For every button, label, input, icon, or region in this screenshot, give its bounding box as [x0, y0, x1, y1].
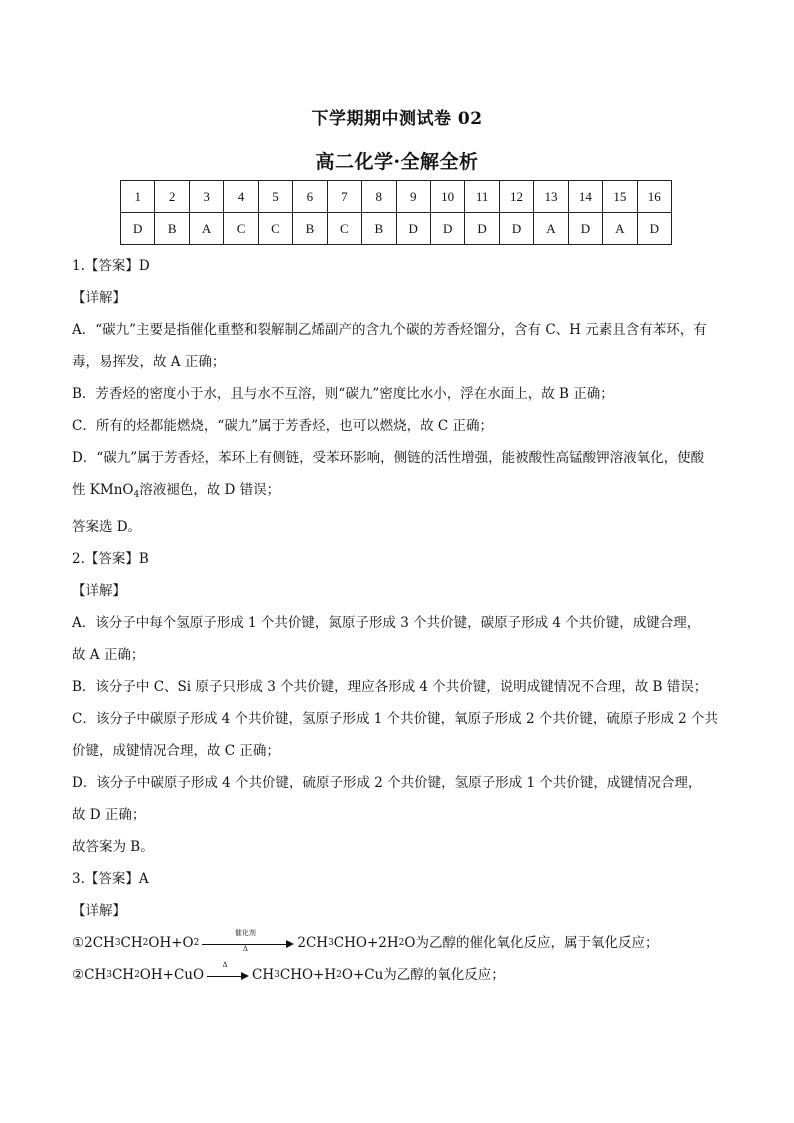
q3-answer-line: 3.【答案】A [72, 871, 149, 887]
eq2-p3: 2 [336, 970, 342, 980]
answer-cell: D [121, 213, 155, 245]
arrow-head-icon [241, 972, 249, 980]
q2-option-d-line1: D．该分子中碳原子形成 4 个共价键，硫原子形成 2 个共价键，氢原子形成 1 个共价键，成键情况合理， [72, 775, 702, 791]
eq1-p3: 2 [398, 938, 405, 948]
question-number-cell: 15 [603, 181, 637, 213]
q2-option-c-line2: 价键，成键情况合理，故 C 正确； [72, 743, 280, 759]
explanation-body [72, 250, 734, 991]
question-number-cell: 9 [396, 181, 430, 213]
q1-option-d-line2 [72, 474, 734, 511]
q2-answer-line: 2.【答案】B [72, 551, 149, 567]
q1-option-b: B．芳香烃的密度小于水，且与水不互溶，则“碳九”密度比水小，浮在水面上，故 B 正确； [72, 386, 614, 402]
eq2-p0: CH [252, 967, 275, 983]
eq1-r3: 2 [142, 938, 149, 948]
q1-answer-line: 1.【答案】D [72, 258, 150, 274]
reaction-arrow-1 [202, 931, 294, 955]
eq1-p2: CHO+2H [333, 935, 399, 951]
eq2-r2: CH [111, 967, 135, 983]
answer-cell: B [155, 213, 189, 245]
question-number-cell: 5 [258, 181, 292, 213]
question-number-cell: 16 [637, 181, 671, 213]
answer-cell: B [362, 213, 396, 245]
q1-d2-pre: 性 KMnO [72, 482, 134, 498]
eq1-r4: OH+O [148, 935, 194, 951]
q1-option-a-line1: A．“碳九”主要是指催化重整和裂解制乙烯副产的含九个碳的芳香烃馏分，含有 C、H 元素且含有苯环，有 [72, 322, 707, 338]
answer-cell: C [258, 213, 292, 245]
eq1-r5: 2 [193, 938, 200, 948]
eq2-heat-label: Δ [222, 961, 228, 969]
answer-cell: A [534, 213, 568, 245]
page-subtitle: 高二化学·全解全析 [315, 151, 479, 173]
q2-option-c-line1: C．该分子中碳原子形成 4 个共价键，氢原子形成 1 个共价键，氧原子形成 2 个共价键，硫原子形成 2 个共 [72, 711, 719, 727]
q1-option-c: C．所有的烃都能燃烧，“碳九”属于芳香烃，也可以燃烧，故 C 正确； [72, 418, 494, 434]
answer-cell: D [499, 213, 533, 245]
eq2-r0: CH [84, 967, 107, 983]
eq1-marker: ① [72, 935, 85, 951]
question-number-cell: 6 [293, 181, 327, 213]
question-number-cell: 1 [121, 181, 155, 213]
q3-equation-1 [72, 927, 734, 959]
q1-conclusion: 答案选 D。 [72, 519, 142, 535]
q2-option-d-line2: 故 D 正确； [72, 807, 146, 823]
question-number-cell: 13 [534, 181, 568, 213]
q1-option-a-line2: 毒，易挥发，故 A 正确； [72, 354, 226, 370]
question-number-cell: 11 [465, 181, 499, 213]
q2-option-a-line1: A．该分子中每个氢原子形成 1 个共价键，氮原子形成 3 个共价键，碳原子形成 4 个共价键，成键合理， [72, 615, 701, 631]
answer-table-answers-row [121, 213, 672, 245]
q3-equation-2 [72, 959, 734, 991]
answer-cell: A [189, 213, 223, 245]
question-number-cell: 8 [362, 181, 396, 213]
eq2-p4: O+Cu [341, 967, 384, 983]
eq1-r0: 2CH [84, 935, 115, 951]
eq2-r1: 3 [106, 970, 112, 980]
answer-cell: C [224, 213, 258, 245]
eq1-r2: CH [120, 935, 143, 951]
eq2-marker: ② [72, 967, 85, 983]
answer-cell: D [465, 213, 499, 245]
answer-cell: D [430, 213, 464, 245]
eq1-catalyst-label: 催化剂 [234, 929, 256, 937]
eq2-r3: 2 [134, 970, 140, 980]
page-title: 下学期期中测试卷 02 [311, 109, 483, 129]
answer-cell: D [637, 213, 671, 245]
answer-cell: C [327, 213, 361, 245]
answer-table [120, 180, 672, 245]
eq2-p1: 3 [274, 970, 280, 980]
question-number-cell: 14 [568, 181, 602, 213]
eq1-r1: 3 [114, 938, 121, 948]
question-number-cell: 2 [155, 181, 189, 213]
answer-cell: D [568, 213, 602, 245]
q1-detail-label: 【详解】 [72, 290, 126, 306]
q2-conclusion: 故答案为 B。 [72, 839, 154, 855]
q2-detail-label: 【详解】 [72, 583, 126, 599]
question-number-cell: 10 [430, 181, 464, 213]
q1-d2-subscript: 4 [133, 490, 140, 500]
eq2-p2: CHO+H [279, 967, 337, 983]
eq1-p1: 3 [328, 938, 334, 948]
question-number-cell: 4 [224, 181, 258, 213]
eq1-p4: O [404, 935, 416, 951]
eq2-description: 为乙醇的氧化反应； [383, 967, 505, 983]
q3-detail-label: 【详解】 [72, 903, 126, 919]
q2-option-b: B．该分子中 C、Si 原子只形成 3 个共价键，理应各形成 4 个共价键，说明成键情况不合理，故 B 错误； [72, 679, 708, 695]
answer-table-numbers-row [121, 181, 672, 213]
q1-option-d-line1: D．“碳九”属于芳香烃，苯环上有侧链，受苯环影响，侧链的活性增强，能被酸性高锰酸钾溶液氧化，使酸 [72, 450, 705, 466]
eq1-heat-label: Δ [242, 945, 248, 953]
arrow-line [207, 976, 242, 977]
eq1-description: 为乙醇的催化氧化反应，属于氧化反应； [415, 935, 659, 951]
answer-cell: A [603, 213, 637, 245]
question-number-cell: 12 [499, 181, 533, 213]
q2-option-a-line2: 故 A 正确； [72, 647, 145, 663]
reaction-arrow-2 [207, 963, 249, 987]
q1-d2-post: 溶液褪色，故 D 错误； [139, 482, 281, 498]
answer-cell: B [293, 213, 327, 245]
eq2-r4: OH+CuO [139, 967, 205, 983]
question-number-cell: 7 [327, 181, 361, 213]
answer-cell: D [396, 213, 430, 245]
question-number-cell: 3 [189, 181, 223, 213]
eq1-p0: 2CH [297, 935, 329, 951]
